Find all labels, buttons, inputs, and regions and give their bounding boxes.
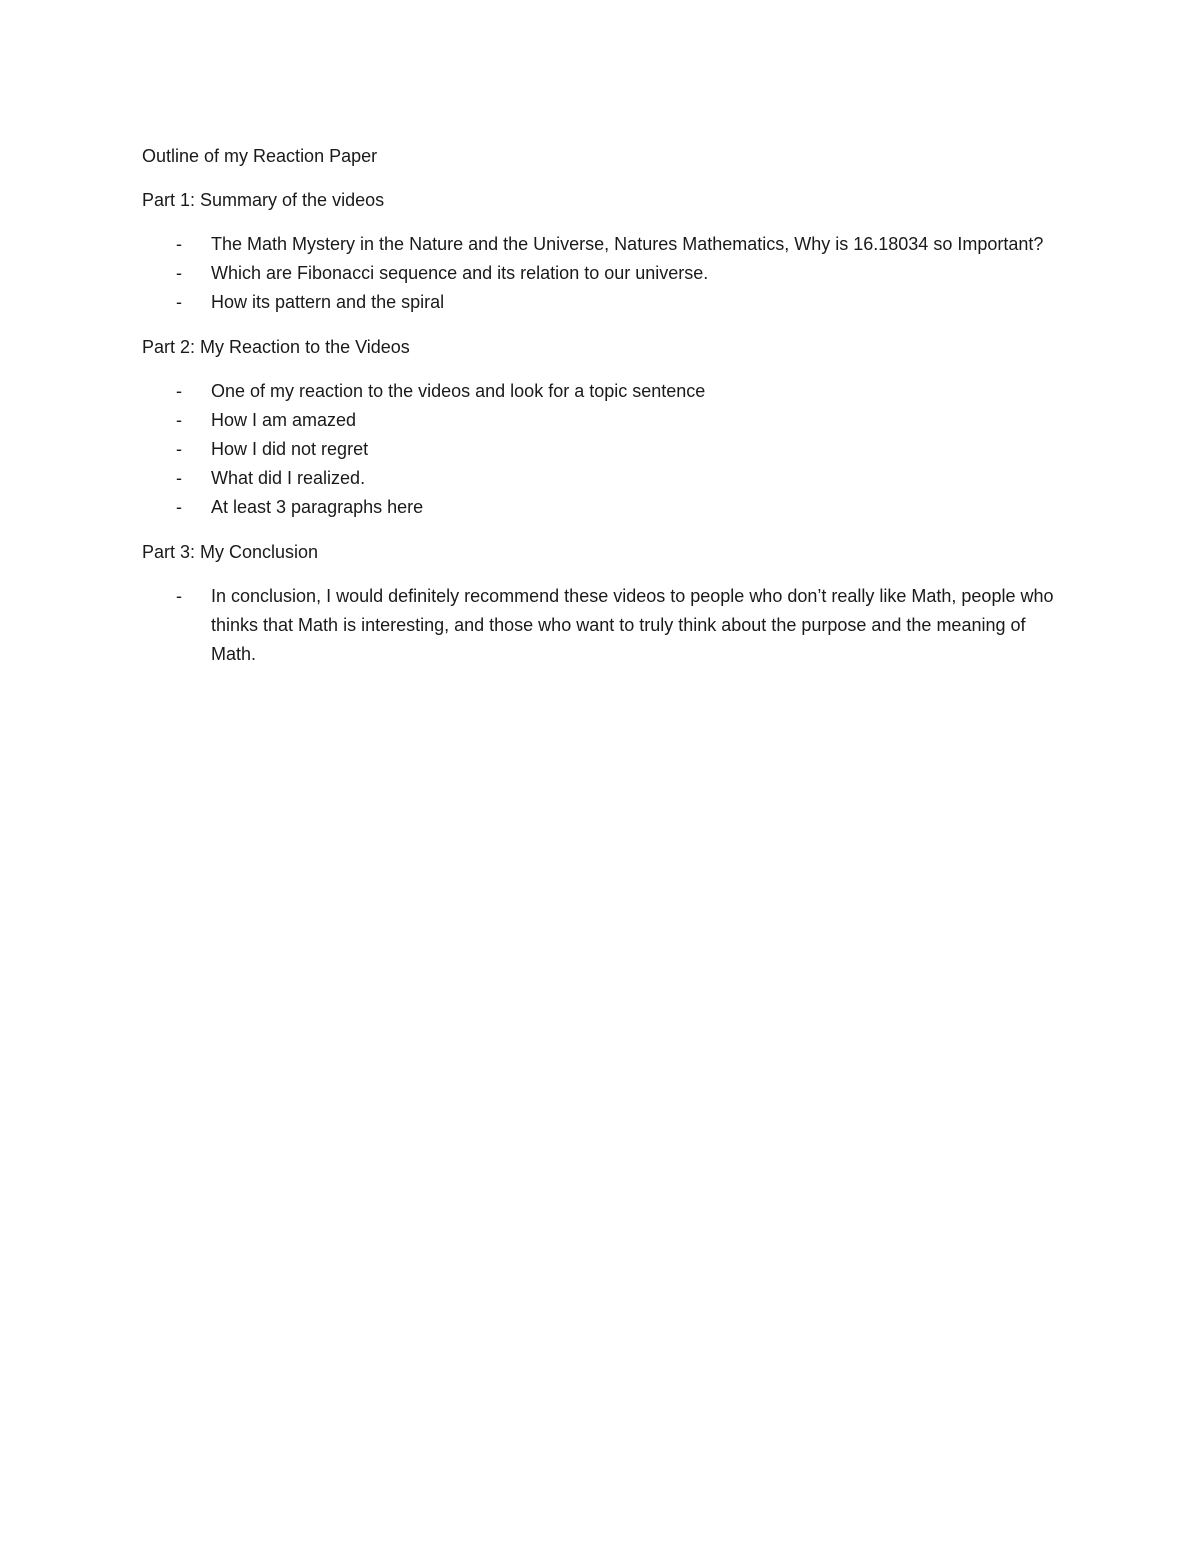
list-item-text: Which are Fibonacci sequence and its relation to our universe. <box>211 263 709 283</box>
list-item <box>142 582 1062 669</box>
document-title: Outline of my Reaction Paper <box>142 146 378 166</box>
list-item-text: At least 3 paragraphs here <box>211 497 424 517</box>
section-part-3 <box>142 538 1062 669</box>
dash-bullet: - <box>176 586 182 606</box>
list-item <box>142 464 1062 493</box>
list-item-text: In conclusion, I would definitely recommend these videos to people who don’t really like Math, people who thinks that Math is interesting, and those who want to truly think about the purpose and the meaning of Math. <box>211 586 1054 664</box>
document-body <box>142 142 1062 669</box>
dash-bullet: - <box>176 234 182 254</box>
bullet-list <box>142 582 1062 669</box>
section-heading: Part 3: My Conclusion <box>142 542 319 562</box>
dash-bullet: - <box>176 263 182 283</box>
section-heading: Part 1: Summary of the videos <box>142 190 385 210</box>
bullet-list <box>142 230 1062 317</box>
list-item <box>142 288 1062 317</box>
dash-bullet: - <box>176 292 182 312</box>
list-item <box>142 406 1062 435</box>
section-heading: Part 2: My Reaction to the Videos <box>142 337 410 357</box>
list-item <box>142 493 1062 522</box>
bullet-list <box>142 377 1062 522</box>
list-item <box>142 259 1062 288</box>
dash-bullet: - <box>176 468 182 488</box>
list-item-text: How I did not regret <box>211 439 369 459</box>
section-part-1 <box>142 186 1062 317</box>
dash-bullet: - <box>176 439 182 459</box>
list-item <box>142 377 1062 406</box>
list-item <box>142 230 1062 259</box>
list-item-text: How its pattern and the spiral <box>211 292 445 312</box>
list-item-text: What did I realized. <box>211 468 366 488</box>
dash-bullet: - <box>176 497 182 517</box>
list-item-text: One of my reaction to the videos and look for a topic sentence <box>211 381 706 401</box>
dash-bullet: - <box>176 410 182 430</box>
section-part-2 <box>142 333 1062 522</box>
list-item-text: The Math Mystery in the Nature and the Universe, Natures Mathematics, Why is 16.18034 so Important? <box>211 234 1044 254</box>
list-item-text: How I am amazed <box>211 410 357 430</box>
dash-bullet: - <box>176 381 182 401</box>
list-item <box>142 435 1062 464</box>
